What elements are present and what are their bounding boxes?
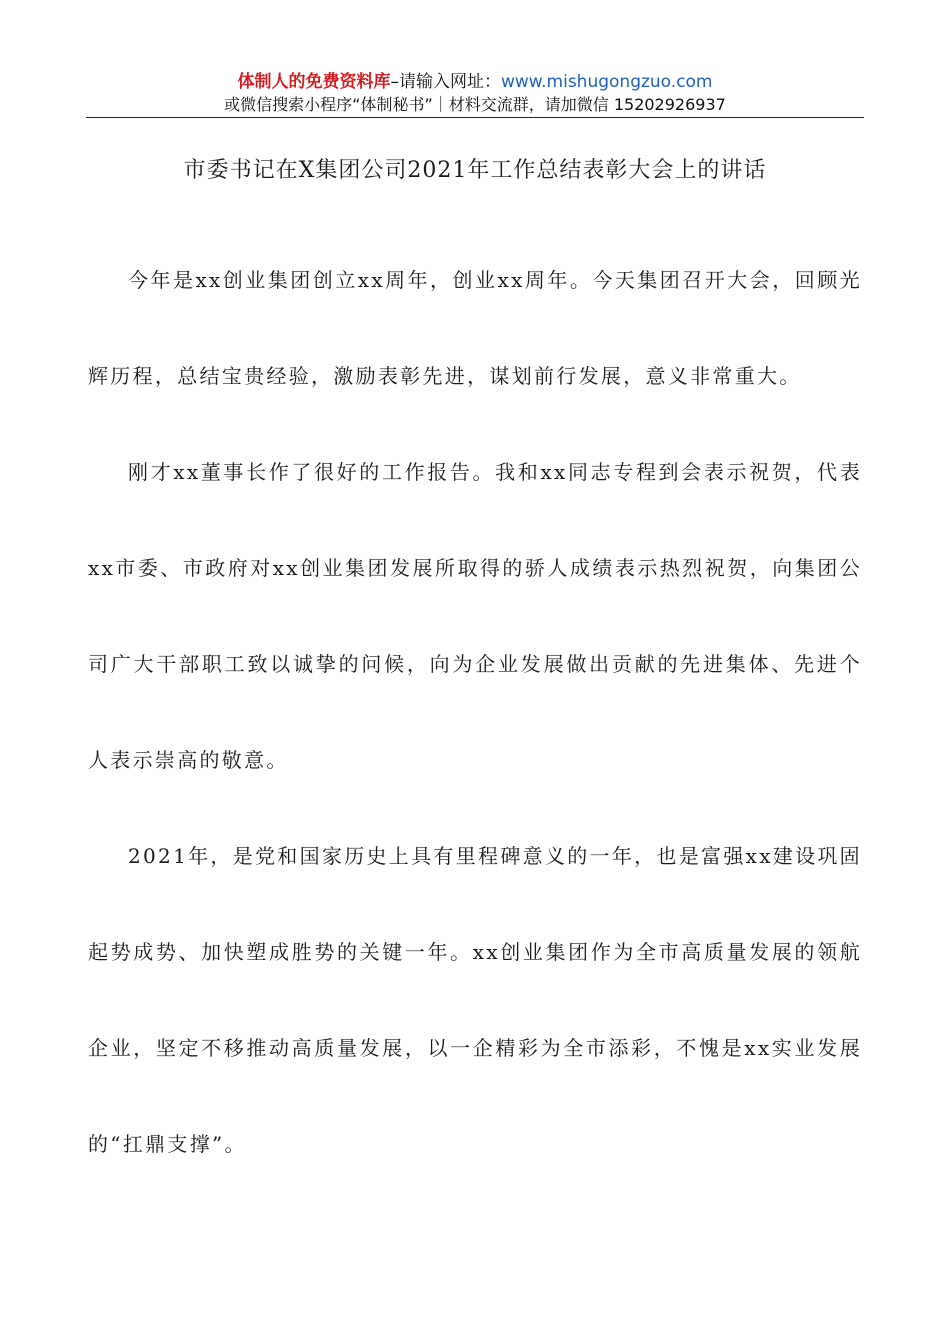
paragraph: 今年是xx创业集团创立xx周年，创业xx周年。今天集团召开大会，回顾光辉历程，总结宝贵经验，激励表彰先进，谋划前行发展，意义非常重大。 (88, 268, 862, 388)
header-line-1 (86, 70, 864, 94)
brand-name: 体制人的免费资料库 (237, 72, 391, 92)
url-prompt: –请输入网址： (390, 72, 501, 92)
header-line-2: 或微信搜索小程序“体制秘书”｜材料交流群，请加微信 15202926937 (224, 95, 726, 114)
paragraph: 刚才xx董事长作了很好的工作报告。我和xx同志专程到会表示祝贺，代表xx市委、市政府对xx创业集团发展所取得的骄人成绩表示热烈祝贺，向集团公司广大干部职工致以诚挚的问候，向为企业发展做出贡献的先进集体、先进个人表示崇高的敬意。 (88, 460, 862, 772)
document-title: 市委书记在X集团公司2021年工作总结表彰大会上的讲话 (183, 158, 767, 183)
watermark-header (86, 70, 864, 116)
document-body (88, 232, 862, 1192)
website-link[interactable]: www.mishugongzuo.com (500, 72, 713, 92)
header-divider (86, 117, 864, 118)
paragraph: 2021年，是党和国家历史上具有里程碑意义的一年，也是富强xx建设巩固起势成势、加快塑成胜势的关键一年。xx创业集团作为全市高质量发展的领航企业，坚定不移推动高质量发展，以一企精彩为全市添彩，不愧是xx实业发展的“扛鼎支撑”。 (88, 844, 862, 1156)
